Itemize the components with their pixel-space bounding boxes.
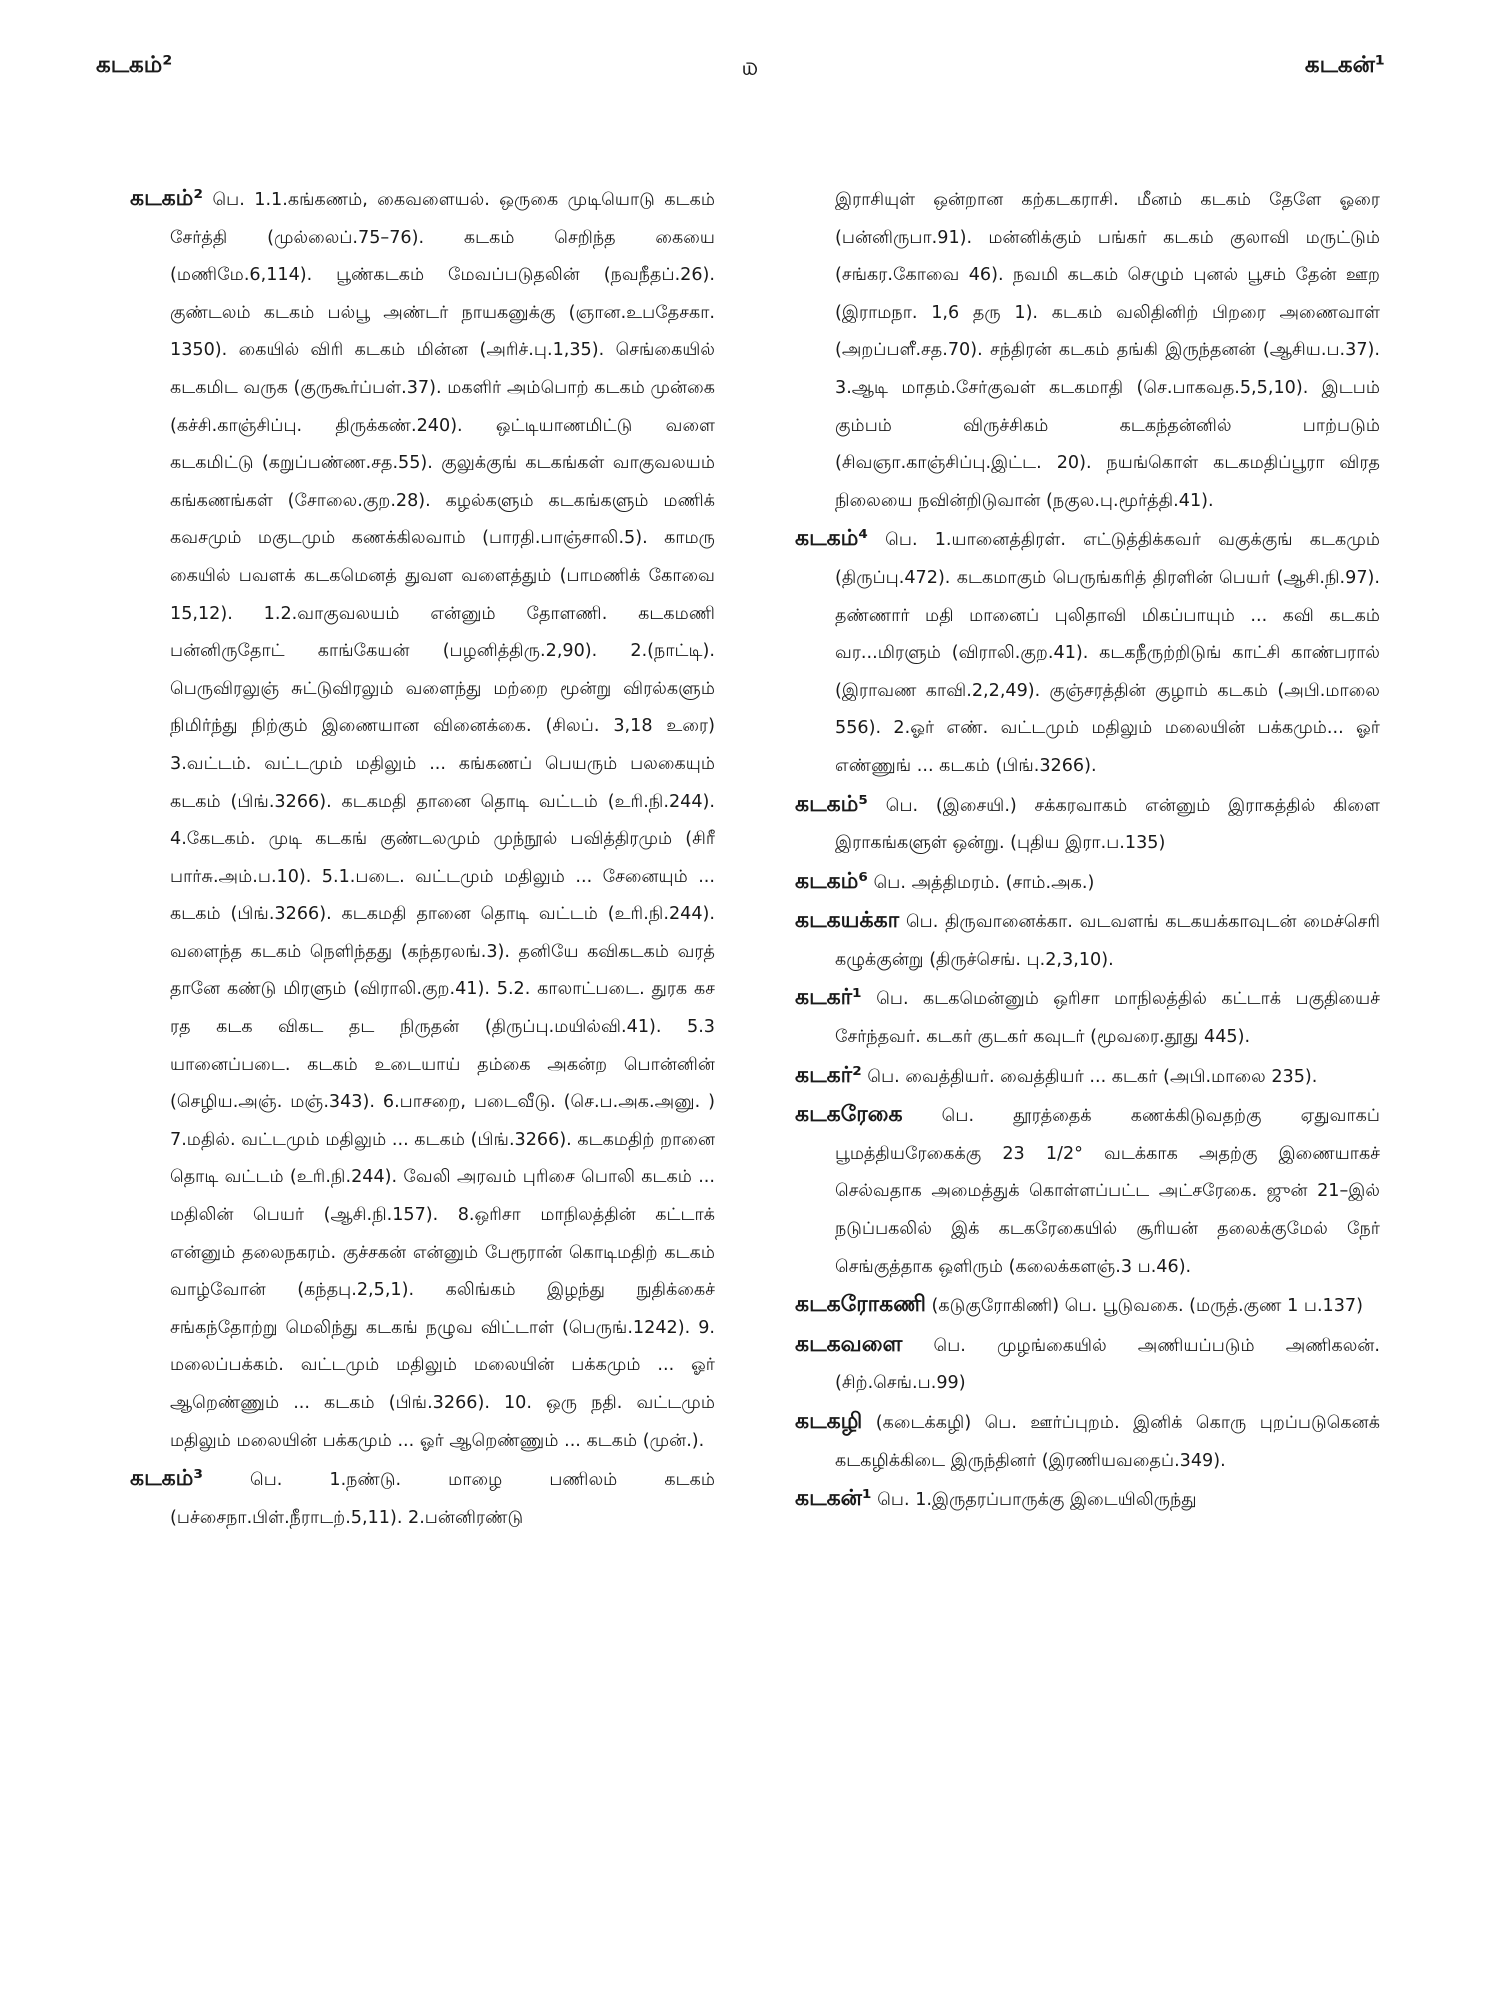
entry-text: பெ. வைத்தியர். வைத்தியர் ... கடகர் (அபி.மாலை 235). bbox=[867, 1066, 1318, 1087]
entry-headword: கடகரேகை bbox=[795, 1102, 903, 1128]
entry-text: பெ. திருவானைக்கா. வடவளங் கடகயக்காவுடன் மைச்செரி கழுக்குன்று (திருச்செங். பு.2,3,10). bbox=[835, 912, 1380, 970]
dictionary-entry bbox=[130, 1460, 715, 1537]
entry-text: பெ. முழங்கையில் அணியப்படும் அணிகலன். (சிற்.செங்.ப.99) bbox=[835, 1335, 1380, 1394]
dictionary-entry bbox=[795, 786, 1380, 863]
entry-text: பெ. 1.யானைத்திரள். எட்டுத்திக்கவர் வகுக்குங் கடகமும் (திருப்பு.472). கடகமாகும் பெருங்கரித் திரளின் பெயர் (ஆசி.நி.97). தண்ணார் மதி மானைப் புலிதாவி மிகப்பாயும் ... கவி கடகம் வர...மிரளும் (விராலி.குற.41). கடகநீருற்றிடுங் காட்சி காண்பரால் (இராவண காவி.2,2,49). குஞ்சரத்தின் குழாம் கடகம் (அபி.மாலை 556). 2.ஓர் எண். வட்டமும் மதிலும் மலையின் பக்கமும்... ஓர் எண்ணுங் ... கடகம் (பிங்.3266). bbox=[835, 530, 1381, 776]
entry-text: பெ. 1.நண்டு. மாழை பணிலம் கடகம் (பச்சைநா.பிள்.நீராடற்.5,11). 2.பன்னிரண்டு bbox=[170, 1470, 716, 1528]
header-left-guideword: கடகம்² bbox=[96, 52, 173, 78]
dictionary-entry bbox=[795, 1480, 1380, 1520]
dictionary-entry bbox=[795, 1286, 1380, 1326]
entry-text: (கடைக்கழி) பெ. ஊர்ப்புறம். இனிக் கொரு புறப்படுகெனக் கடகழிக்கிடை இருந்தினர் (இரணியவதைப்.349). bbox=[835, 1413, 1380, 1471]
page-header bbox=[0, 52, 1500, 92]
entry-text: பெ. (இசையி.) சக்கரவாகம் என்னும் இராகத்தில் கிளை இராகங்களுள் ஒன்று. (புதிய இரா.ப.135) bbox=[835, 795, 1380, 854]
header-right-guideword: கடகன்¹ bbox=[1304, 52, 1385, 78]
entry-headword: கடகவளை bbox=[795, 1331, 903, 1357]
left-column bbox=[130, 180, 715, 1537]
entry-headword: கடகம்⁵ bbox=[795, 791, 868, 817]
entry-headword: கடகர்¹ bbox=[795, 985, 862, 1011]
entry-text: பெ. கடகமென்னும் ஒரிசா மாநிலத்தில் கட்டாக் பகுதியைச் சேர்ந்தவர். கடகர் குடகர் கவுடர் (மூவரை.தூது 445). bbox=[835, 989, 1381, 1048]
entry-headword: கடகழி bbox=[795, 1409, 863, 1434]
dictionary-entry bbox=[795, 863, 1380, 903]
dictionary-entry bbox=[795, 902, 1380, 979]
dictionary-entry bbox=[795, 1057, 1380, 1097]
entry-text: (கடுகுரோகிணி) பெ. பூடுவகை. (மருத்.குண 1 ப.137) bbox=[931, 1296, 1363, 1317]
entry-headword: கடகம்⁴ bbox=[795, 526, 868, 552]
entry-headword: கடகயக்கா bbox=[795, 908, 900, 934]
entry-text: இராசியுள் ஒன்றான கற்கடகராசி. மீனம் கடகம் தேளே ஓரை (பன்னிருபா.91). மன்னிக்கும் பங்கர் கடகம் குலாவி மருட்டும் (சங்கர.கோவை 46). நவமி கடகம் செழும் புனல் பூசம் தேன் ஊற (இராமநா. 1,6 தரு 1). கடகம் வலிதினிற் பிறரை அணைவாள் (அறப்பளீ.சத.70). சந்திரன் கடகம் தங்கி இருந்தனன் (ஆசிய.ப.37). 3.ஆடி மாதம்.சேர்குவள் கடகமாதி (செ.பாகவத.5,5,10). இடபம் கும்பம் விருச்சிகம் கடகந்தன்னில் பாற்படும் (சிவஞா.காஞ்சிப்பு.இட்ட. 20). நயங்கொள் கடகமதிப்பூரா விரத நிலையை நவின்றிடுவான் (நகுல.பு.மூர்த்தி.41). bbox=[835, 190, 1380, 511]
entry-text: பெ. 1.1.கங்கணம், கைவளையல். ஒருகை முடியொடு கடகம் சேர்த்தி (முல்லைப்.75–76). கடகம் செறிந்த கையை (மணிமே.6,114). பூண்கடகம் மேவப்படுதலின் (நவநீதப்.26). குண்டலம் கடகம் பல்பூ அண்டர் நாயகனுக்கு (ஞான.உபதேசகா. 1350). கையில் விரி கடகம் மின்ன (அரிச்.பு.1,35). செங்கையில் கடகமிட வருக (குருகூர்ப்பள்.37). மகளிர் அம்பொற் கடகம் முன்கை (கச்சி.காஞ்சிப்பு. திருக்கண்.240). ஒட்டியாணமிட்டு வளை கடகமிட்டு (கறுப்பண்ண.சத.55). குலுக்குங் கடகங்கள் வாகுவலயம் கங்கணங்கள் (சோலை.குற.28). கழல்களும் கடகங்களும் மணிக் கவசமும் மகுடமும் கணக்கிலவாம் (பாரதி.பாஞ்சாலி.5). காமரு கையில் பவளக் கடகமெனத் துவள வளைத்தும் (பாமணிக் கோவை 15,12). 1.2.வாகுவலயம் என்னும் தோளணி. கடகமணி பன்னிருதோட் காங்கேயன் (பழனித்திரு.2,90). 2.(நாட்டி). பெருவிரலுஞ் சுட்டுவிரலும் வளைந்து மற்றை மூன்று விரல்களும் நிமிர்ந்து நிற்கும் இணையான வினைக்கை. (சிலப். 3,18 உரை) 3.வட்டம். வட்டமும் மதிலும் ... கங்கணப் பெயரும் பலகையும் கடகம் (பிங்.3266). கடகமதி தானை தொடி வட்டம் (உரி.நி.244). 4.கேடகம். முடி கடகங் குண்டலமும் முந்நூல் பவித்திரமும் (சிரீ பார்சு.அம்.ப.10). 5.1.படை. வட்டமும் மதிலும் ... சேனையும் ... கடகம் (பிங்.3266). கடகமதி தானை தொடி வட்டம் (உரி.நி.244). வளைந்த கடகம் நெளிந்தது (கந்தரலங்.3). தனியே கவிகடகம் வரத் தானே கண்டு மிரளும் (விராலி.குற.41). 5.2. காலாட்படை. துரக கச ரத கடக விகட தட நிருதன் (திருப்பு.மயில்வி.41). 5.3 யானைப்படை. கடகம் உடையாய் தம்கை அகன்ற பொன்னின் (செழிய.அஞ். மஞ்.343). 6.பாசறை, படைவீடு. (செ.ப.அக.அனு. ) 7.மதில். வட்டமும் மதிலும் ... கடகம் (பிங்.3266). கடகமதிற் றானை தொடி வட்டம் (உரி.நி.244). வேலி அரவம் புரிசை பொலி கடகம் ... மதிலின் பெயர் (ஆசி.நி.157). 8.ஒரிசா மாநிலத்தின் கட்டாக் என்னும் தலைநகரம். குச்சகன் என்னும் பேரூரான் கொடிமதிற் கடகம் வாழ்வோன் (கந்தபு.2,5,1). கலிங்கம் இழந்து நுதிக்கைச் சங்கந்தோற்று மெலிந்து கடகங் நழுவ விட்டாள் (பெருங்.1242). 9. மலைப்பக்கம். வட்டமும் மதிலும் மலையின் பக்கமும் ... ஓர் ஆறெண்ணும் ... கடகம் (பிங்.3266). 10. ஒரு நதி. வட்டமும் மதிலும் மலையின் பக்கமும் ... ஓர் ஆறெண்ணும் ... கடகம் (முன்.). bbox=[170, 190, 715, 1451]
entry-headword: கடகரோகணி bbox=[795, 1292, 926, 1318]
dictionary-entry bbox=[130, 180, 715, 1460]
entry-headword: கடகர்² bbox=[795, 1062, 862, 1088]
entry-headword: கடகம்³ bbox=[130, 1466, 203, 1492]
entry-headword: கடகன்¹ bbox=[795, 1486, 872, 1512]
page-number: ௰ bbox=[741, 52, 759, 82]
entry-headword: கடகம்⁶ bbox=[795, 868, 868, 894]
dictionary-entry bbox=[795, 1096, 1380, 1286]
dictionary-entry-continued bbox=[795, 180, 1380, 520]
dictionary-entry bbox=[795, 979, 1380, 1056]
entry-text: பெ. அத்திமரம். (சாம்.அக.) bbox=[873, 872, 1095, 893]
entry-headword: கடகம்² bbox=[130, 186, 203, 211]
entry-text: பெ. தூரத்தைக் கணக்கிடுவதற்கு ஏதுவாகப் பூமத்தியரேகைக்கு 23 1/2° வடக்காக அதற்கு இணையாகச் செல்வதாக அமைத்துக் கொள்ளப்பட்ட அட்சரேகை. ஜுன் 21–இல் நடுப்பகலில் இக் கடகரேகையில் சூரியன் தலைக்குமேல் நேர் செங்குத்தாக ஒளிரும் (கலைக்களஞ்.3 ப.46). bbox=[835, 1106, 1380, 1277]
dictionary-entry bbox=[795, 1326, 1380, 1403]
dictionary-entry bbox=[795, 1403, 1380, 1480]
dictionary-entry bbox=[795, 520, 1380, 785]
entry-text: பெ. 1.இருதரப்பாருக்கு இடையிலிருந்து bbox=[877, 1490, 1197, 1511]
right-column bbox=[795, 180, 1380, 1520]
